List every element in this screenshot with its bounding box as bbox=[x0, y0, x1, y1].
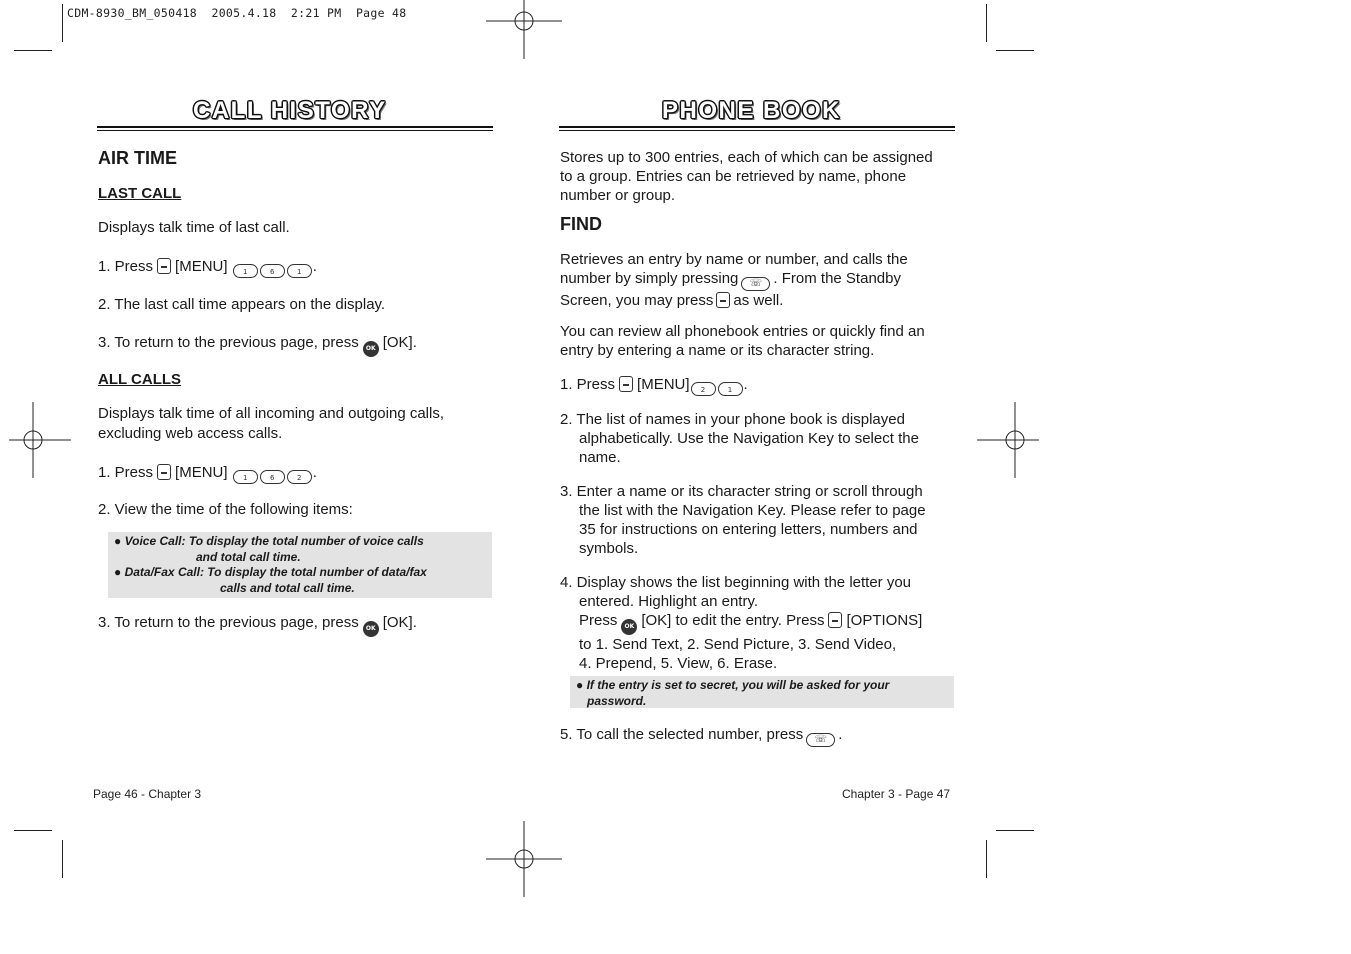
step-line: 2. The list of names in your phone book is displayed bbox=[560, 411, 905, 428]
all-calls-note bbox=[108, 532, 492, 598]
section-heading-air-time: AIR TIME bbox=[98, 148, 177, 168]
step-line: 4. Display shows the list beginning with the letter you bbox=[560, 574, 912, 591]
step-text: 5. To call the selected number, press bbox=[560, 726, 804, 743]
all-calls-step-3 bbox=[98, 613, 417, 637]
key-2-icon: 2 bbox=[691, 382, 716, 396]
step-line: entered. Highlight an entry. bbox=[579, 593, 758, 610]
ok-key-icon: OK bbox=[621, 619, 637, 635]
step-suffix: [OK]. bbox=[382, 334, 417, 351]
page-title-phone-book: PHONE BOOK bbox=[662, 97, 842, 124]
intro-line: number or group. bbox=[560, 187, 676, 204]
desc-line: excluding web access calls. bbox=[98, 425, 283, 442]
intro-line: Stores up to 300 entries, each of which can be assigned bbox=[560, 149, 933, 166]
find-step-4 bbox=[560, 573, 922, 673]
registration-mark-icon bbox=[0, 402, 71, 478]
key-1-icon: 1 bbox=[287, 264, 312, 278]
find-text: number by simply pressing bbox=[560, 270, 739, 287]
subheading-last-call: LAST CALL bbox=[98, 185, 182, 202]
step-line: to 1. Send Text, 2. Send Picture, 3. Send Video, bbox=[579, 636, 897, 653]
step-text: 3. To return to the previous page, press bbox=[98, 334, 359, 351]
registration-mark-icon bbox=[486, 821, 562, 897]
find-step-1 bbox=[560, 375, 748, 396]
find-line: entry by entering a name or its character string. bbox=[560, 342, 875, 359]
find-line bbox=[560, 269, 908, 291]
crop-mark bbox=[986, 840, 987, 878]
crop-mark bbox=[14, 830, 52, 831]
phone-book-intro bbox=[560, 148, 933, 205]
step-text: [OK] to edit the entry. Press bbox=[641, 612, 825, 629]
crop-mark bbox=[986, 4, 987, 42]
step-line: name. bbox=[579, 449, 621, 466]
step-text: 3. To return to the previous page, press bbox=[98, 614, 359, 631]
note-line: and total call time. bbox=[196, 549, 301, 564]
last-call-step-2: 2. The last call time appears on the display. bbox=[98, 296, 386, 313]
step-suffix: [OK]. bbox=[382, 614, 417, 631]
step-text: 1. Press bbox=[98, 258, 154, 275]
key-1-icon: 1 bbox=[718, 382, 743, 396]
send-key-icon: ☏ bbox=[806, 733, 835, 747]
all-calls-description bbox=[98, 404, 444, 443]
left-soft-key-icon bbox=[716, 292, 730, 308]
crop-mark bbox=[14, 50, 52, 51]
all-calls-step-2: 2. View the time of the following items: bbox=[98, 501, 353, 518]
find-step-5 bbox=[560, 725, 842, 747]
registration-mark-icon bbox=[486, 0, 562, 59]
find-line: You can review all phonebook entries or quickly find an bbox=[560, 323, 925, 340]
menu-label: [MENU] bbox=[637, 376, 690, 393]
ok-key-icon: OK bbox=[363, 621, 379, 637]
key-1-icon: 1 bbox=[233, 264, 258, 278]
title-rule bbox=[559, 126, 955, 131]
left-soft-key-icon bbox=[157, 258, 171, 274]
registration-mark-icon bbox=[977, 402, 1053, 478]
note-line: ● Voice Call: To display the total number of voice calls bbox=[114, 534, 424, 548]
right-page-footer: Chapter 3 - Page 47 bbox=[842, 787, 951, 801]
ok-key-icon: OK bbox=[363, 341, 379, 357]
find-line bbox=[560, 291, 908, 310]
step-suffix: . bbox=[312, 258, 317, 275]
find-paragraph-1 bbox=[560, 250, 908, 310]
crop-mark bbox=[62, 4, 63, 42]
step-suffix: . bbox=[743, 376, 748, 393]
find-text: Screen, you may press bbox=[560, 292, 714, 309]
left-soft-key-icon bbox=[828, 612, 842, 628]
find-paragraph-2 bbox=[560, 322, 925, 360]
find-text: as well. bbox=[733, 292, 784, 309]
step-line: 4. Prepend, 5. View, 6. Erase. bbox=[579, 655, 778, 672]
left-soft-key-icon bbox=[157, 464, 171, 480]
key-1-icon: 1 bbox=[233, 470, 258, 484]
crop-mark bbox=[996, 830, 1034, 831]
note-line: calls and total call time. bbox=[220, 580, 355, 595]
subheading-all-calls: ALL CALLS bbox=[98, 371, 182, 388]
step-suffix: . bbox=[312, 464, 317, 481]
find-text: . From the Standby bbox=[773, 270, 901, 287]
last-call-step-1 bbox=[98, 257, 317, 278]
key-6-icon: 6 bbox=[260, 264, 285, 278]
all-calls-step-1 bbox=[98, 463, 317, 484]
crop-mark bbox=[62, 840, 63, 878]
step-text: Press bbox=[579, 612, 618, 629]
step-line: 35 for instructions on entering letters, numbers and bbox=[579, 521, 918, 538]
last-call-description: Displays talk time of last call. bbox=[98, 219, 290, 236]
step-line: alphabetically. Use the Navigation Key to select the bbox=[579, 430, 919, 447]
title-rule bbox=[97, 126, 493, 131]
left-page-footer: Page 46 - Chapter 3 bbox=[93, 787, 202, 801]
key-6-icon: 6 bbox=[260, 470, 285, 484]
desc-line: Displays talk time of all incoming and outgoing calls, bbox=[98, 405, 445, 422]
step-text: 1. Press bbox=[560, 376, 616, 393]
printer-slug: CDM-8930_BM_050418 2005.4.18 2:21 PM Page 48 bbox=[67, 6, 407, 20]
note-line: ● If the entry is set to secret, you will be asked for your bbox=[576, 678, 890, 692]
step-line: symbols. bbox=[579, 540, 639, 557]
section-heading-find: FIND bbox=[560, 214, 602, 234]
intro-line: to a group. Entries can be retrieved by name, phone bbox=[560, 168, 907, 185]
crop-mark bbox=[996, 50, 1034, 51]
secret-entry-note bbox=[570, 676, 954, 708]
step-suffix: . bbox=[838, 726, 843, 743]
step-line: the list with the Navigation Key. Please refer to page bbox=[579, 502, 926, 519]
menu-label: [MENU] bbox=[175, 258, 228, 275]
find-line: Retrieves an entry by name or number, and calls the bbox=[560, 251, 908, 268]
menu-label: [MENU] bbox=[175, 464, 228, 481]
step-text: [OPTIONS] bbox=[846, 612, 923, 629]
step-line: 3. Enter a name or its character string or scroll through bbox=[560, 483, 923, 500]
left-soft-key-icon bbox=[619, 376, 633, 392]
note-line: password. bbox=[587, 693, 647, 708]
send-key-icon: ☏ bbox=[741, 277, 770, 291]
note-line: ● Data/Fax Call: To display the total number of data/fax bbox=[114, 565, 427, 579]
key-2-icon: 2 bbox=[287, 470, 312, 484]
last-call-step-3 bbox=[98, 333, 417, 357]
find-step-2 bbox=[560, 410, 919, 467]
find-step-3 bbox=[560, 482, 926, 558]
page-title-call-history: CALL HISTORY bbox=[193, 97, 387, 124]
step-line bbox=[560, 611, 922, 635]
step-text: 1. Press bbox=[98, 464, 154, 481]
